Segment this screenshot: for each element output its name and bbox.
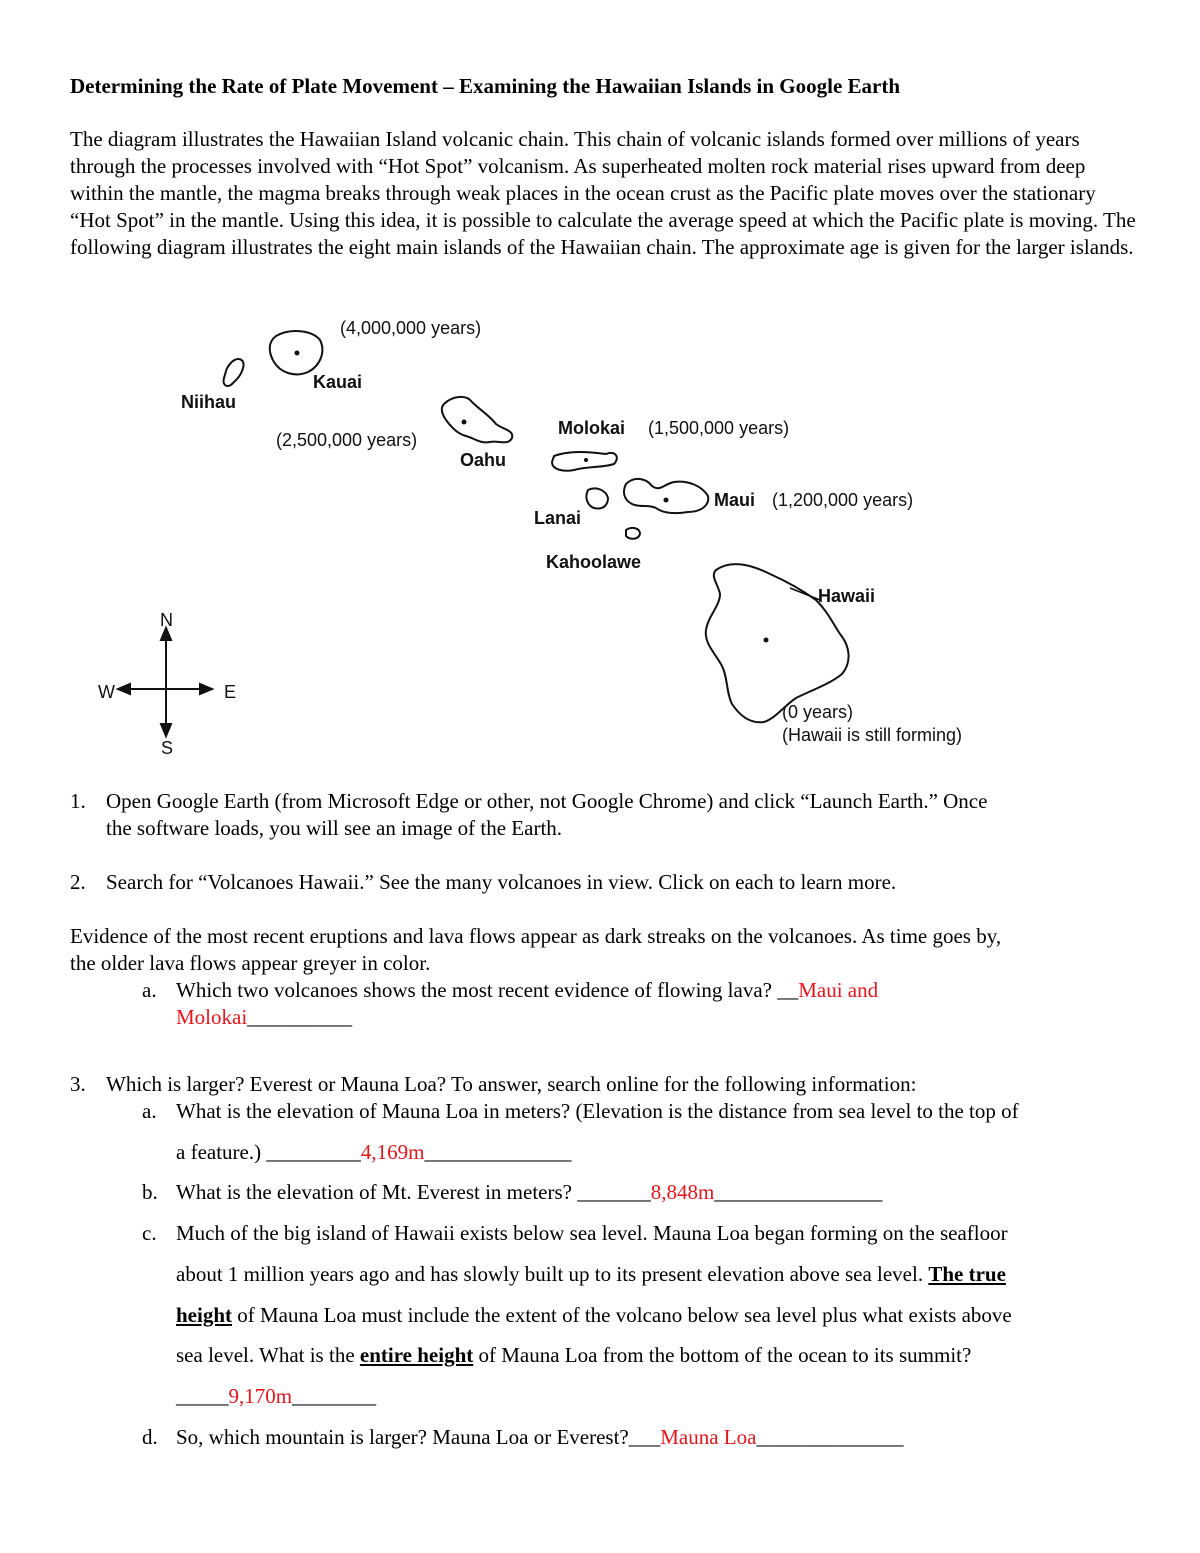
q3b-letter: b. — [142, 1180, 158, 1204]
oahu-island — [442, 397, 512, 442]
q3c-blank-pre: _____ — [176, 1384, 229, 1408]
compass-n-label: N — [160, 610, 173, 630]
islands-map-svg — [80, 300, 1020, 770]
q3b-answer[interactable]: 8,848m — [650, 1180, 715, 1204]
q2a-line1 — [176, 977, 878, 1004]
kahoolawe-label: Kahoolawe — [546, 552, 642, 572]
hawaii-age-label: (0 years) — [782, 702, 854, 722]
q3a-answer[interactable]: 4,169m — [360, 1140, 425, 1164]
q3a-text: a feature.) — [176, 1140, 267, 1164]
q3c-line4 — [176, 1342, 971, 1369]
oahu-age-label: (2,500,000 years) — [276, 430, 418, 450]
q2a-line2 — [176, 1004, 352, 1031]
q3c-answer[interactable]: 9,170m — [228, 1384, 293, 1408]
q3c-text4a: sea level. What is the — [176, 1343, 360, 1367]
q3a-line2 — [176, 1139, 571, 1166]
q2-number: 2. — [70, 870, 86, 894]
q3c-line2 — [176, 1261, 1006, 1288]
q2a-blank-pre: __ — [777, 978, 799, 1002]
q3c-text4b: of Mauna Loa from the bottom of the ocean to its summit? — [473, 1343, 972, 1367]
q3d-text: So, which mountain is larger? Mauna Loa or Everest? — [176, 1425, 629, 1449]
maui-island — [624, 479, 708, 513]
kahoolawe-island — [626, 528, 640, 539]
q1-line2: the software loads, you will see an image of the Earth. — [106, 816, 563, 840]
q3d-blank-post: ______________ — [756, 1425, 904, 1449]
lanai-label: Lanai — [534, 508, 582, 528]
q3c-text2: about 1 million years ago and has slowly built up to its present elevation above sea level. — [176, 1262, 929, 1286]
molokai-age-label: (1,500,000 years) — [648, 418, 790, 438]
page-title: Determining the Rate of Plate Movement – Examining the Hawaiian Islands in Google Earth — [70, 74, 901, 98]
maui-age-label: (1,200,000 years) — [772, 490, 914, 510]
q3c-text3: of Mauna Loa must include the extent of the volcano below sea level plus what exists above — [232, 1303, 1012, 1327]
niihau-label: Niihau — [181, 392, 237, 412]
q1-line1: Open Google Earth (from Microsoft Edge or other, not Google Chrome) and click “Launch Earth.” Once — [106, 789, 988, 813]
q3b-blank-post: ________________ — [714, 1180, 883, 1204]
evidence-line2: the older lava flows appear greyer in color. — [70, 951, 431, 975]
q3c-line1: Much of the big island of Hawaii exists below sea level. Mauna Loa began forming on the seafloor — [176, 1221, 1008, 1245]
q1-number: 1. — [70, 789, 86, 813]
q3b-blank-pre: _______ — [577, 1180, 651, 1204]
q3b-text: What is the elevation of Mt. Everest in meters? — [176, 1180, 578, 1204]
q3b-line — [176, 1179, 882, 1206]
q3-text: Which is larger? Everest or Mauna Loa? To answer, search online for the following information: — [106, 1072, 917, 1096]
q3d-answer[interactable]: Mauna Loa — [660, 1425, 757, 1449]
lanai-island — [586, 488, 608, 508]
q3c-bold-true: The true — [928, 1262, 1006, 1286]
q3c-letter: c. — [142, 1221, 157, 1245]
molokai-label: Molokai — [558, 418, 626, 438]
kauai-age-label: (4,000,000 years) — [340, 318, 482, 338]
q3-number: 3. — [70, 1072, 86, 1096]
kauai-label: Kauai — [313, 372, 363, 392]
q3c-line3 — [176, 1302, 1012, 1329]
q2-text: Search for “Volcanoes Hawaii.” See the many volcanoes in view. Click on each to learn more. — [106, 870, 897, 894]
niihau-island — [224, 359, 244, 386]
q3d-line — [176, 1424, 903, 1451]
q2a-answer-part1[interactable]: Maui and — [798, 978, 879, 1002]
evidence-line1: Evidence of the most recent eruptions and lava flows appear as dark streaks on the volcanoes. As time goes by, — [70, 924, 1002, 948]
q3c-blank-post: ________ — [292, 1384, 377, 1408]
q2a-answer-part2[interactable]: Molokai — [176, 1005, 248, 1029]
intro-paragraph: The diagram illustrates the Hawaiian Island volcanic chain. This chain of volcanic islands formed over millions of years through the processes involved with “Hot Spot” volcanism. As superheated molten rock material rises upward from deep within the mantle, the magma breaks through weak places in the ocean crust as the Pacific plate moves over the stationary “Hot Spot” in the mantle. Using this idea, it is possible to calculate the average speed at which the Pacific plate is moving. The following diagram illustrates the eight main islands of the Hawaiian chain. The approximate age is given for the larger islands. — [70, 127, 1136, 259]
molokai-island — [552, 452, 617, 471]
q3c-bold-entire-height: entire height — [359, 1343, 474, 1367]
q3a-blank-pre: _________ — [266, 1140, 361, 1164]
hawaii-label: Hawaii — [818, 586, 876, 606]
hawaiian-islands-diagram — [80, 300, 1020, 770]
q3d-letter: d. — [142, 1425, 158, 1449]
q3c-answer-line — [176, 1383, 376, 1410]
oahu-label: Oahu — [460, 450, 507, 470]
q3a-line1: What is the elevation of Mauna Loa in meters? (Elevation is the distance from sea level to the top of — [176, 1099, 1019, 1123]
q3a-blank-post: ______________ — [424, 1140, 572, 1164]
q3d-blank-pre: ___ — [628, 1425, 661, 1449]
q2a-letter: a. — [142, 978, 157, 1002]
compass-s-label: S — [161, 738, 174, 758]
compass-e-label: E — [224, 682, 237, 702]
maui-label: Maui — [714, 490, 756, 510]
compass-w-label: W — [98, 682, 115, 702]
compass-rose — [118, 628, 212, 736]
hawaii-note-label: (Hawaii is still forming) — [782, 725, 963, 745]
q3a-letter: a. — [142, 1099, 157, 1123]
q2a-text: Which two volcanoes shows the most recent evidence of flowing lava? — [176, 978, 778, 1002]
q2a-blank-post: __________ — [247, 1005, 353, 1029]
q3c-bold-height: height — [176, 1303, 233, 1327]
